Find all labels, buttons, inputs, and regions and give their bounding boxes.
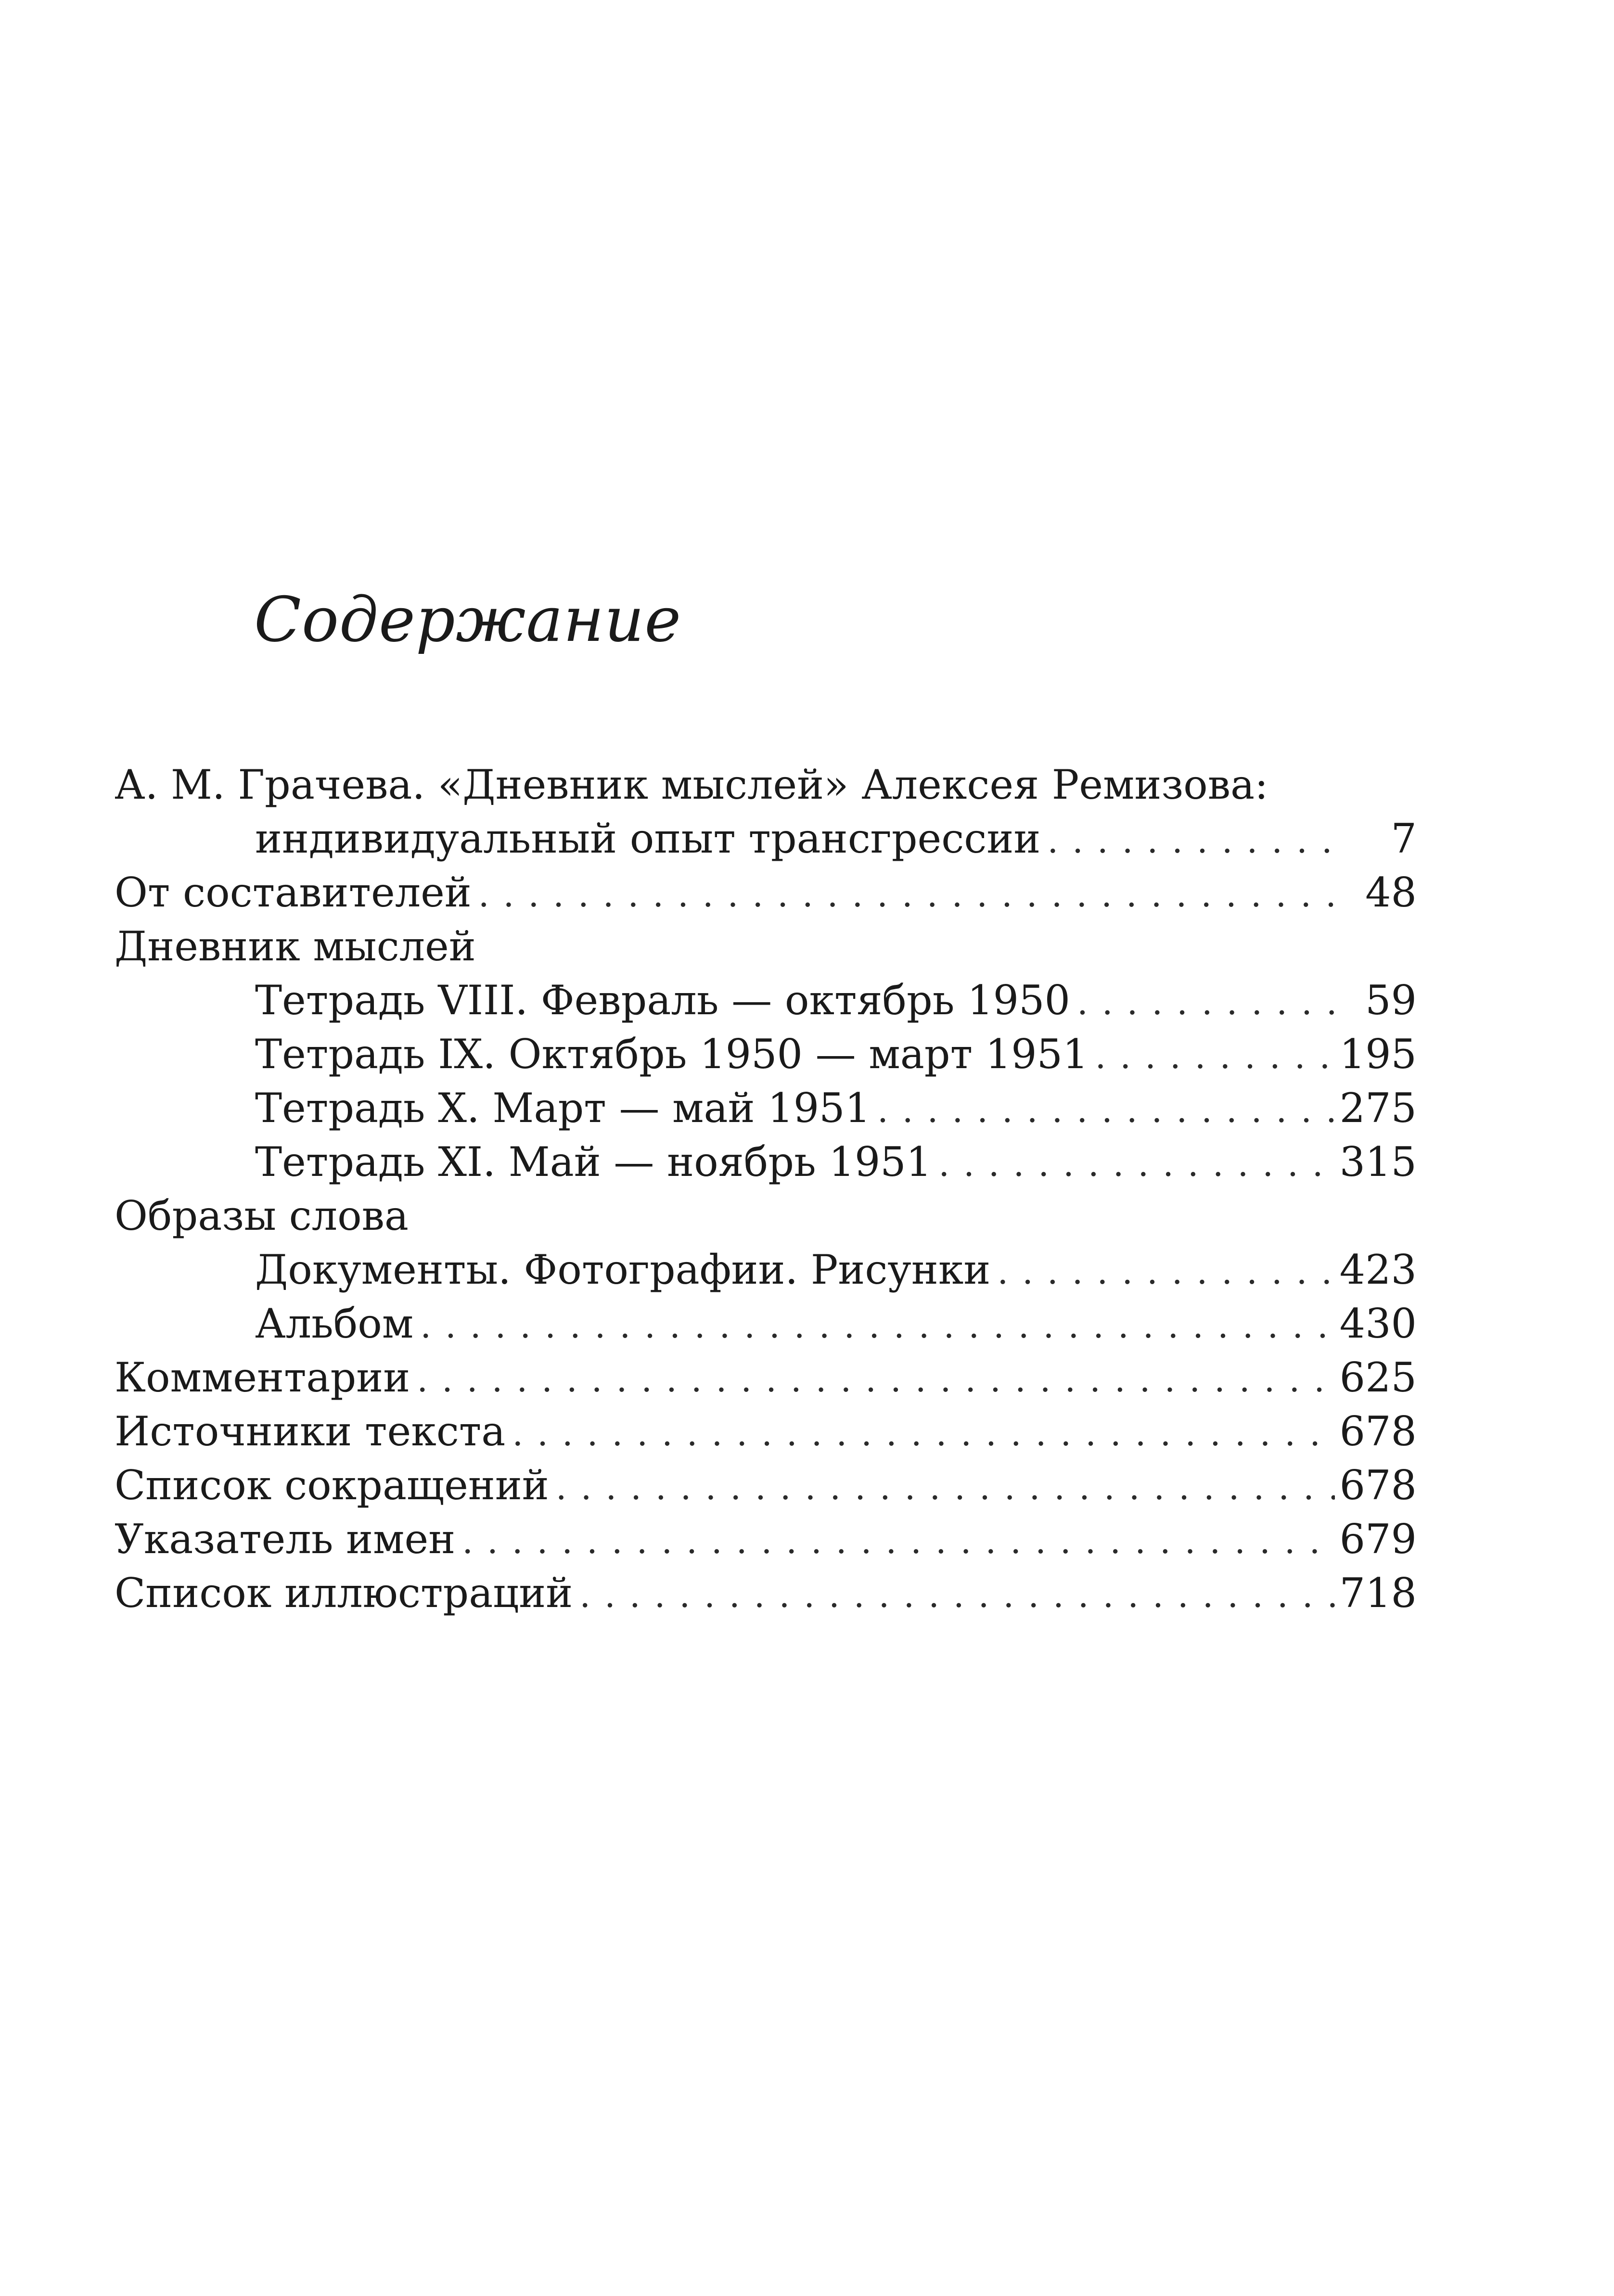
toc-entry-label: Тетрадь VIII. Февраль — октябрь 1950: [255, 977, 1070, 1024]
dot-leader: [556, 1460, 1335, 1514]
toc-entry-label: Список сокращений: [115, 1462, 549, 1509]
toc-entry: [115, 812, 1417, 866]
toc-entry: [115, 758, 1417, 812]
toc-entry-label: А. М. Грачева. «Дневник мыслей» Алексея Ремизова:: [115, 761, 1268, 808]
toc-entry-label: Список иллюстраций: [115, 1569, 573, 1617]
dot-leader: [877, 1083, 1335, 1137]
toc-entry: [115, 1404, 1417, 1458]
dot-leader: [462, 1514, 1334, 1568]
toc-entry: [115, 1189, 1417, 1243]
toc-title: Содержание: [254, 584, 682, 656]
toc-entry-page: 59: [1365, 977, 1417, 1024]
dot-leader: [512, 1406, 1334, 1460]
toc-entry-label: Указатель имен: [115, 1516, 456, 1563]
toc-entry-label: Документы. Фотографии. Рисунки: [255, 1246, 991, 1293]
toc-entry-label: Дневник мыслей: [115, 923, 476, 970]
toc-entry-label: От составителей: [115, 869, 472, 916]
toc-entry: [115, 866, 1417, 919]
dot-leader: [1095, 1029, 1335, 1083]
dot-leader: [1047, 814, 1345, 867]
toc-entry: [115, 1351, 1417, 1404]
toc-entry: [115, 973, 1417, 1027]
toc-entry-page: 625: [1339, 1354, 1417, 1401]
dot-leader: [478, 867, 1345, 921]
toc-entry-label: Комментарии: [115, 1354, 410, 1401]
toc-entry-page: 678: [1339, 1462, 1417, 1509]
table-of-contents: [115, 758, 1417, 1620]
toc-entry-label: Тетрадь XI. Май — ноябрь 1951: [255, 1138, 932, 1186]
dot-leader: [417, 1352, 1334, 1406]
toc-entry-page: 679: [1339, 1516, 1417, 1563]
toc-entry: [115, 1297, 1417, 1351]
toc-entry-page: 7: [1391, 815, 1417, 862]
toc-entry: [115, 1458, 1417, 1512]
dot-leader: [997, 1245, 1334, 1299]
toc-entry-page: 423: [1339, 1246, 1417, 1293]
dot-leader: [1077, 975, 1345, 1029]
toc-entry-page: 195: [1339, 1031, 1417, 1078]
toc-entry-label: Источники текста: [115, 1408, 506, 1455]
toc-entry-page: 718: [1339, 1569, 1417, 1617]
dot-leader: [579, 1568, 1334, 1622]
toc-entry: [115, 1135, 1417, 1189]
toc-entry-label: Образы слова: [115, 1192, 409, 1239]
toc-entry-page: 275: [1339, 1084, 1417, 1132]
toc-entry: [115, 1081, 1417, 1135]
dot-leader: [420, 1299, 1334, 1352]
toc-entry: [115, 1243, 1417, 1297]
toc-entry-label: Альбом: [255, 1300, 414, 1347]
toc-entry-label: Тетрадь X. Март — май 1951: [255, 1084, 871, 1132]
toc-entry-label: индивидуальный опыт трансгрессии: [255, 815, 1041, 862]
toc-entry-page: 48: [1365, 869, 1417, 916]
toc-entry-page: 430: [1339, 1300, 1417, 1347]
dot-leader: [938, 1137, 1334, 1191]
toc-entry-page: 678: [1339, 1408, 1417, 1455]
toc-entry-page: 315: [1339, 1138, 1417, 1186]
toc-entry-label: Тетрадь IX. Октябрь 1950 — март 1951: [255, 1031, 1089, 1078]
toc-entry: [115, 1027, 1417, 1081]
toc-entry: [115, 919, 1417, 973]
toc-entry: [115, 1566, 1417, 1620]
toc-entry: [115, 1512, 1417, 1566]
